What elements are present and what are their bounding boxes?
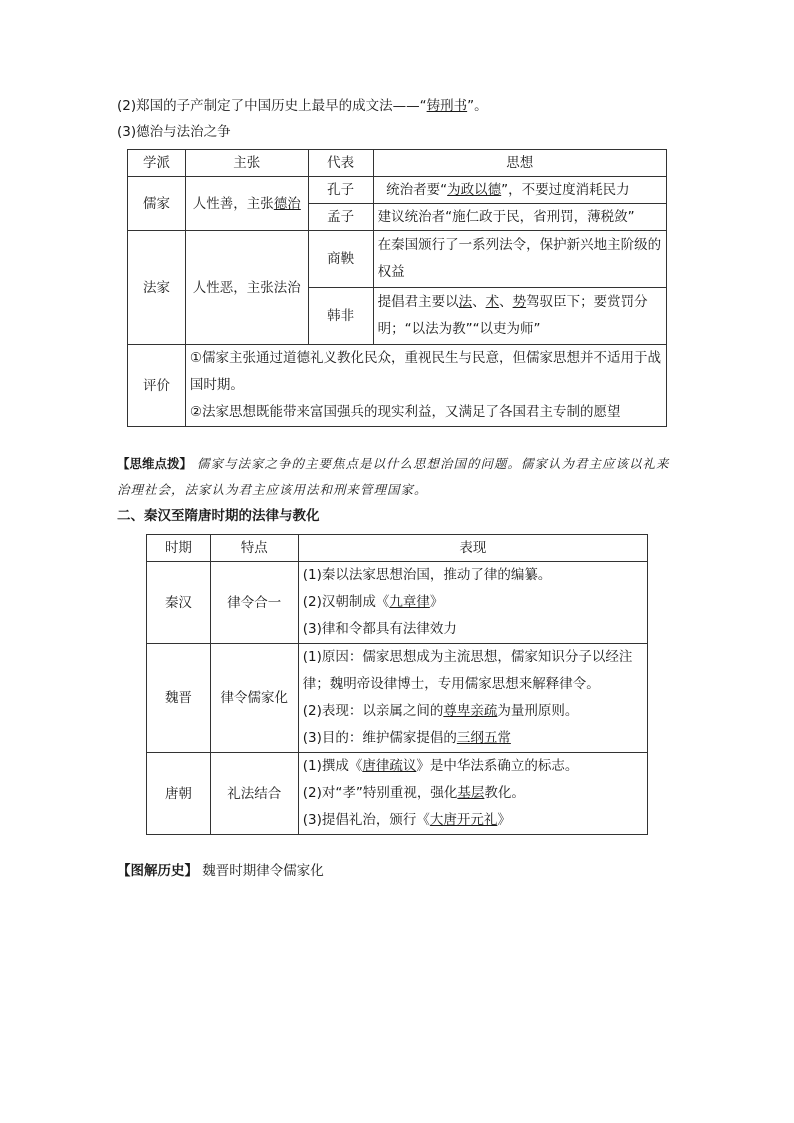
table-qinhan-suitang (146, 534, 648, 835)
paragraph-heading-3: (3)德治与法治之争 (117, 124, 231, 140)
period-cell: 魏晋 (147, 644, 211, 753)
header-cell: 主张 (185, 150, 308, 177)
feature-cell: 律令合一 (210, 562, 298, 644)
table-row (128, 177, 667, 204)
table-row (147, 753, 648, 835)
table-header-row (128, 150, 667, 177)
thought-cell: 在秦国颁行了一系列法令，保护新兴地主阶级的权益 (373, 231, 666, 288)
feature-cell: 礼法结合 (210, 753, 298, 835)
rep-cell: 孔子 (308, 177, 373, 204)
header-cell: 时期 (147, 535, 211, 562)
detail-cell: (1)原因：儒家思想成为主流思想，儒家知识分子以经注律；魏明帝设律博士，专用儒家思想来解释律令。 (2)表现：以亲属之间的尊卑亲疏为量刑原则。 (3)目的：维护儒家提倡的三纲五常 (298, 644, 647, 753)
figure-caption: 【图解历史】 魏晋时期律令儒家化 (117, 863, 324, 879)
table-header-row (147, 535, 648, 562)
claim-cell: 人性善，主张德治 (185, 177, 308, 231)
thought-cell: 建议统治者“施仁政于民，省刑罚，薄税敛” (373, 204, 666, 231)
header-cell: 表现 (298, 535, 647, 562)
eval-text-cell: ①儒家主张通过道德礼义教化民众，重视民生与民意，但儒家思想并不适用于战国时期。 ②法家思想既能带来富国强兵的现实利益，又满足了各国君主专制的愿望 (185, 345, 666, 427)
table-dezhi-fazhi (127, 149, 667, 427)
table-row (147, 562, 648, 644)
table-row (128, 345, 667, 427)
table-row (147, 644, 648, 753)
rep-cell: 商鞅 (308, 231, 373, 288)
header-cell: 特点 (210, 535, 298, 562)
detail-cell: (1)秦以法家思想治国，推动了律的编纂。 (2)汉朝制成《九章律》 (3)律和令都具有法律效力 (298, 562, 647, 644)
thinking-hint: 【思维点拨】 儒家与法家之争的主要焦点是以什么思想治国的问题。儒家认为君主应该以礼来 治理社会，法家认为君主应该用法和刑来管理国家。 (117, 456, 670, 497)
detail-cell: (1)撰成《唐律疏议》是中华法系确立的标志。 (2)对“孝”特别重视，强化基层教化。 (3)提倡礼治，颁行《大唐开元礼》 (298, 753, 647, 835)
rep-cell: 孟子 (308, 204, 373, 231)
header-cell: 学派 (128, 150, 186, 177)
period-cell: 唐朝 (147, 753, 211, 835)
header-cell: 思想 (373, 150, 666, 177)
rep-cell: 韩非 (308, 288, 373, 345)
thought-cell: 统治者要“为政以德”，不要过度消耗民力 (373, 177, 666, 204)
table-row (128, 231, 667, 288)
header-cell: 代表 (308, 150, 373, 177)
thought-cell: 提倡君主要以法、术、势驾驭臣下；要赏罚分明；“以法为教”“以吏为师” (373, 288, 666, 345)
section-heading: 二、秦汉至隋唐时期的法律与教化 (117, 508, 320, 524)
claim-cell: 人性恶，主张法治 (185, 231, 308, 345)
school-cell: 法家 (128, 231, 186, 345)
school-cell: 儒家 (128, 177, 186, 231)
eval-label-cell: 评价 (128, 345, 186, 427)
period-cell: 秦汉 (147, 562, 211, 644)
paragraph-zichan: (2)郑国的子产制定了中国历史上最早的成文法——“铸刑书”。 (117, 98, 488, 114)
feature-cell: 律令儒家化 (210, 644, 298, 753)
